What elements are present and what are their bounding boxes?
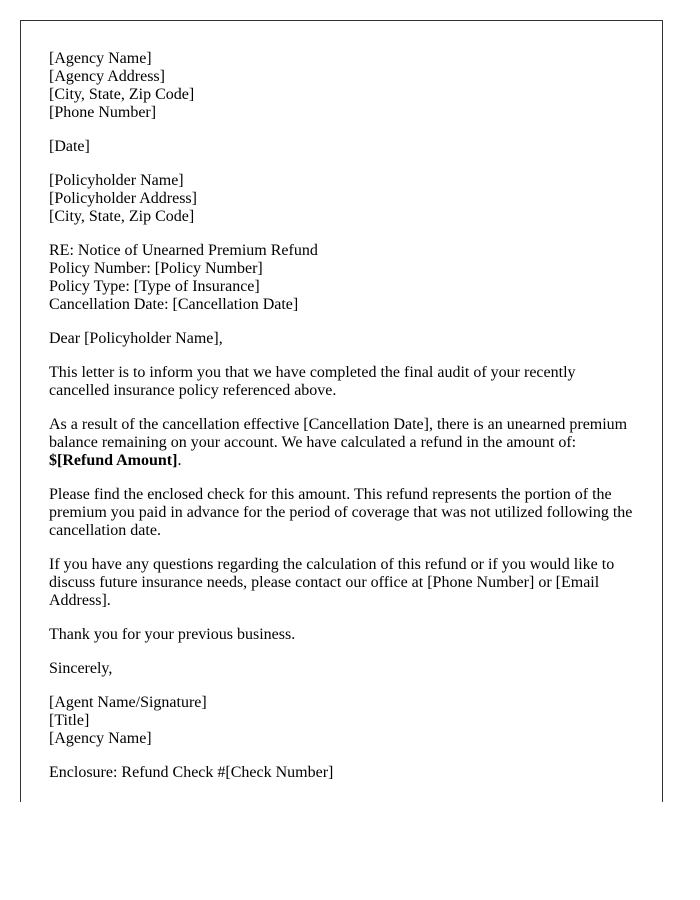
sender-block [49, 50, 634, 122]
policy-number: Policy Number: [Policy Number] [49, 260, 263, 277]
closing: Sincerely, [49, 660, 113, 677]
agency-address: [Agency Address] [49, 68, 165, 85]
agency-city: [City, State, Zip Code] [49, 86, 195, 103]
recipient-name: [Policyholder Name] [49, 172, 184, 189]
recipient-block [49, 172, 634, 226]
agent-name: [Agent Name/Signature] [49, 694, 207, 711]
recipient-city: [City, State, Zip Code] [49, 208, 195, 225]
paragraph-1: This letter is to inform you that we have completed the final audit of your recently cancelled insurance policy referenced above. [49, 364, 576, 399]
signature-block [49, 694, 634, 748]
paragraph-3: Please find the enclosed check for this amount. This refund represents the portion of the premium you paid in advance for the period of coverage that was not utilized following the cancellation date. [49, 486, 633, 539]
re-line: RE: Notice of Unearned Premium Refund [49, 242, 318, 259]
letter-page [20, 20, 663, 802]
policy-type: Policy Type: [Type of Insurance] [49, 278, 260, 295]
recipient-address: [Policyholder Address] [49, 190, 197, 207]
paragraph-4: If you have any questions regarding the calculation of this refund or if you would like to discuss future insurance needs, please contact our office at [Phone Number] or [Email Address]. [49, 556, 615, 609]
agency-phone: [Phone Number] [49, 104, 157, 121]
enclosure: Enclosure: Refund Check #[Check Number] [49, 764, 334, 781]
letter-date: [Date] [49, 138, 90, 155]
paragraph-2-end: . [177, 452, 182, 469]
reference-block [49, 242, 634, 314]
agency-name: [Agency Name] [49, 50, 152, 67]
agent-title: [Title] [49, 712, 90, 729]
paragraph-5: Thank you for your previous business. [49, 626, 296, 643]
cancellation-date: Cancellation Date: [Cancellation Date] [49, 296, 299, 313]
salutation: Dear [Policyholder Name], [49, 330, 223, 347]
paragraph-2 [49, 416, 634, 470]
refund-amount: $[Refund Amount] [49, 452, 178, 469]
paragraph-2-text: As a result of the cancellation effective [Cancellation Date], there is an unearned premium balance remaining on your account. We have calculated a refund in the amount of: [49, 416, 628, 451]
signature-agency: [Agency Name] [49, 730, 152, 747]
